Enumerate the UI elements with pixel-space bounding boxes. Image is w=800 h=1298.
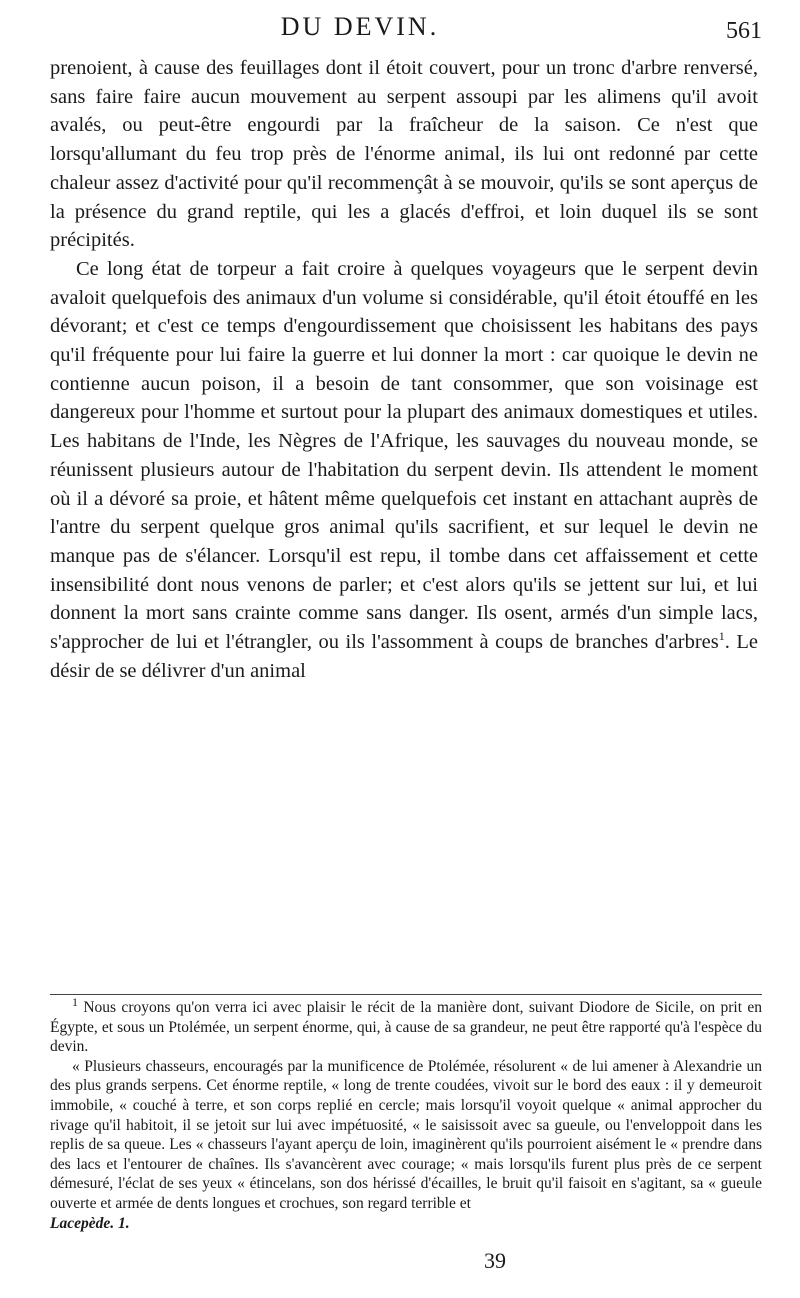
main-text: [50, 54, 758, 685]
footnote-author: Lacepède. 1.: [50, 1214, 130, 1232]
footnote-reference: 1: [718, 629, 725, 644]
footnote-quote: « Plusieurs chasseurs, encouragés par la munificence de Ptolémée, résolurent « de lui amener à Alexandrie un des plus grands serpens. Cet énorme reptile, « long de trente coudées, vivoit sur le bord des eaux : il y demeuroit immobile, « couché à terre, et son corps replié en cercle; mais lorsqu'il voyoit quelque « animal approcher du rivage qu'il habitoit, il se jetoit sur lui avec impétuosité, « le saisissoit avec sa gueule, ou l'enveloppoit dans les replis de sa queue. Les « chasseurs l'ayant aperçu de loin, imaginèrent qu'ils pourroient aisément le « prendre dans des lacs et l'entourer de chaînes. Ils s'avancèrent avec courage; « mais lorsqu'ils furent plus près de ce serpent démesuré, l'éclat de ses yeux « étincelans, son dos hérissé d'écailles, le bruit qu'il faisoit en s'agitant, sa « gueule ouverte et armée de dents longues et crochues, son regard terrible et: [50, 1057, 762, 1212]
running-head: [0, 12, 800, 56]
footnote-rule: [50, 994, 762, 995]
footnote-1: [50, 994, 763, 1057]
footnote-1-text: Nous croyons qu'on verra ici avec plaisir le récit de la manière dont, suivant Diodore de Sicile, on prit en Égypte, et sous un Ptolémée, un serpent énorme, qui, à cause de sa grandeur, ne peut être rapporté qu'à l'espèce du devin.: [50, 999, 763, 1056]
paragraph-1: prenoient, à cause des feuillages dont il étoit couvert, pour un tronc d'arbre renversé, sans faire faire aucun mouvement au serpent assoupi par les alimens qu'il avoit avalés, ou peut-être engourdi par la fraîcheur de la saison. Ce n'est que lorsqu'allumant du feu trop près de l'énorme animal, ils lui ont redonné par cette chaleur assez d'activité pour qu'il recommençât à se mouvoir, qu'ils se sont aperçus de la présence du grand reptile, qui les a glacés d'effroi, et loin duquel ils se sont précipités.: [50, 57, 758, 252]
paragraph-2: [50, 255, 758, 686]
footnotes: [50, 994, 763, 1233]
paragraph-2-end: . Le désir de se délivrer d'un animal: [50, 631, 758, 682]
paragraph-2-text: Ce long état de torpeur a fait croire à quelques voyageurs que le serpent devin avaloit quelquefois des animaux d'un volume si considérable, qu'il étoit étouffé en les dévorant; et c'est ce temps d'engourdissement que choisissent les habitans des pays qu'il fréquente pour lui faire la guerre et lui donner la mort : car quoique le devin ne contienne aucun poison, il a besoin de tant consommer, que son voisinage est dangereux pour l'homme et surtout pour la plupart des animaux domestiques et utiles. Les habitans de l'Inde, les Nègres de l'Afrique, les sauvages du nouveau monde, se réunissent plusieurs autour de l'habitation du serpent devin. Ils attendent le moment où il a dévoré sa proie, et hâtent même quelquefois cet instant en attachant auprès de l'antre du serpent quelque gros animal qu'ils sacrifient, et sur lequel le devin ne manque pas de s'élancer. Lorsqu'il est repu, il tombe dans cet affaissement et cette insensibilité dont nous venons de parler; et c'est alors qu'ils se jettent sur lui, et lui donnent la mort sans crainte comme sans danger. Ils osent, armés d'un simple lacs, s'approcher de lui et l'étrangler, ou ils l'assomment à coups de branches d'arbres: [50, 257, 758, 654]
page-number: 561: [726, 18, 762, 44]
signature-mark: 39: [484, 1248, 506, 1273]
running-title: DU DEVIN.: [280, 12, 440, 41]
footnote-marker: 1: [72, 994, 78, 1009]
